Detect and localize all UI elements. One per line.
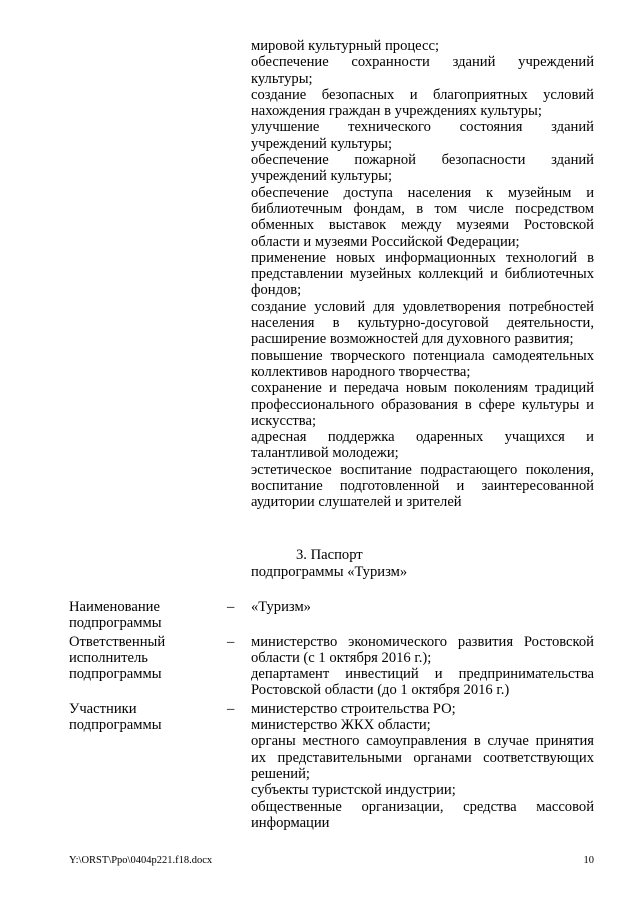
passport-dash: – xyxy=(227,700,235,717)
objective-item: обеспечение доступа населения к музейным и библиотечным фондам, в том числе посредством обменных выставок между музеями Ростовской области и музеями Российской Федерации; xyxy=(251,184,594,250)
passport-row-participants xyxy=(69,701,594,831)
objective-item: улучшение технического состояния зданий учреждений культуры; xyxy=(251,119,594,152)
passport-row-name xyxy=(69,599,594,632)
objective-item: эстетическое воспитание подрастающего поколения, воспитание подготовленной и заинтересованной аудитории слушателей и зрителей xyxy=(251,461,594,511)
objective-item: применение новых информационных технологий в представлении музейных коллекций и библиотечных фондов; xyxy=(251,249,594,299)
section-subtitle: подпрограммы «Туризм» xyxy=(251,564,408,580)
passport-label: Наименование подпрограммы xyxy=(69,599,162,632)
objective-item: обеспечение сохранности зданий учреждений культуры; xyxy=(251,54,594,87)
objective-item: повышение творческого потенциала самодеятельных коллективов народного творчества; xyxy=(251,347,594,380)
objective-item: создание условий для удовлетворения потребностей населения в культурно-досуговой деятельности, расширение возможностей для духовного развития; xyxy=(251,298,594,348)
file-path: Y:\ORST\Ppo\0404p221.f18.docx xyxy=(69,855,213,866)
page-number: 10 xyxy=(583,855,594,866)
objective-item: обеспечение пожарной безопасности зданий учреждений культуры; xyxy=(251,152,594,185)
passport-value: «Туризм» xyxy=(251,599,311,615)
passport-dash: – xyxy=(227,633,235,650)
passport-row-executor xyxy=(69,634,594,699)
objective-item: создание безопасных и благоприятных условий нахождения граждан в учреждениях культуры; xyxy=(251,86,594,120)
passport-label: Ответственный исполнитель подпрограммы xyxy=(69,633,166,683)
objective-item: адресная поддержка одаренных учащихся и талантливой молодежи; xyxy=(251,429,594,462)
passport-value: министерство экономического развития Ростовской области (с 1 октября 2016 г.); департамент инвестиций и предпринимательства Ростовской области (до 1 октября 2016 г.) xyxy=(251,633,594,699)
objective-item: мировой культурный процесс; xyxy=(251,38,440,54)
passport-dash: – xyxy=(227,599,235,615)
passport-label: Участники подпрограммы xyxy=(69,700,162,734)
page-footer xyxy=(69,855,594,867)
passport-table xyxy=(69,599,594,831)
section-heading xyxy=(251,547,594,581)
objectives-list xyxy=(251,38,594,511)
passport-value: министерство строительства РО; министерство ЖКХ области; органы местного самоуправления в случае принятия их представительными органами соответствующих решений; субъекты туристской индустрии; общественные организации, средства массовой информации xyxy=(251,700,594,831)
section-title: 3. Паспорт xyxy=(296,547,363,563)
objective-item: сохранение и передача новым поколениям традиций профессионального образования в сфере культуры и искусства; xyxy=(251,380,594,429)
